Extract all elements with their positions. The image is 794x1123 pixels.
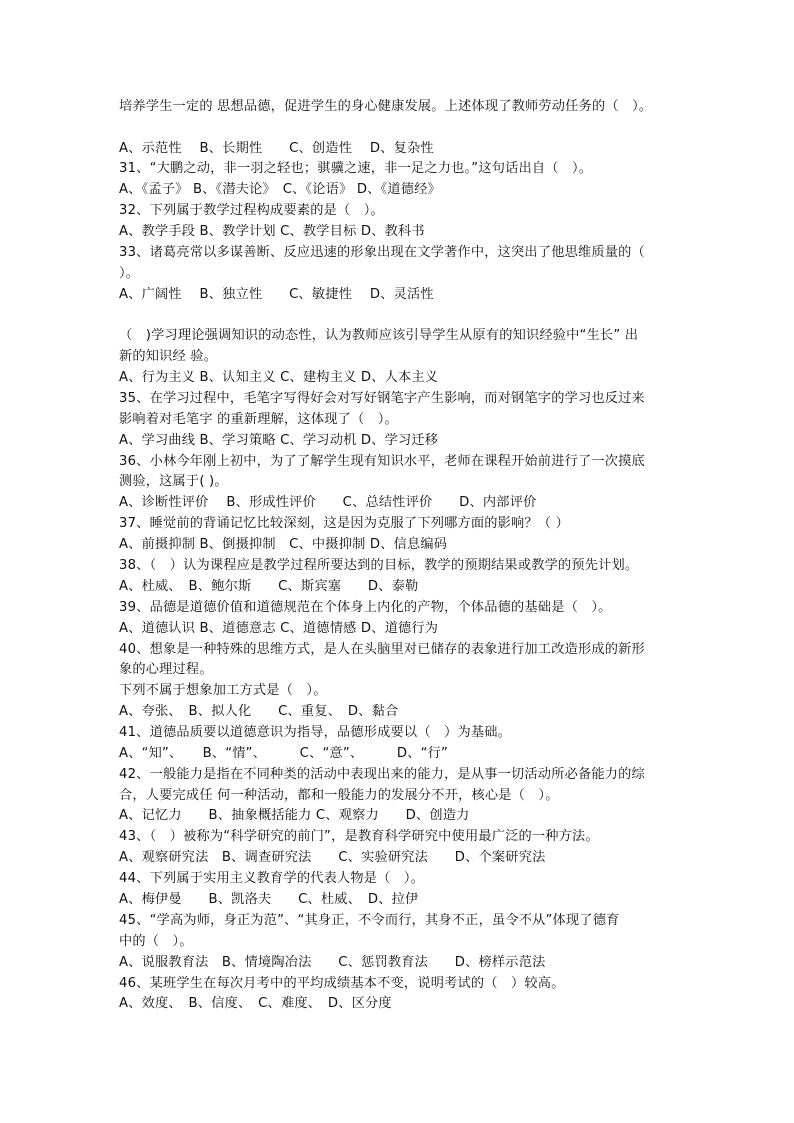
text-line: A、杜威、 B、鲍尔斯 C、斯宾塞 D、泰勒 (119, 579, 419, 594)
text-line: 35、在学习过程中，毛笔字写得好会对写好钢笔字产生影响，而对钢笔字的学习也反过来 (119, 391, 645, 406)
text-line: A、道德认识 B、道德意志 C、道德情感 D、道德行为 (119, 621, 439, 636)
text-line: A、《孟子》 B、《潜夫论》 C、《论语》 D、《道德经》 (119, 182, 441, 197)
text-line: 影响着对毛笔字 的重新理解，这体现了（ ）。 (119, 412, 398, 427)
text-line: 合，人要完成任 何一种活动，都和一般能力的发展分不开，核心是（ ）。 (119, 788, 559, 803)
text-line: A、夸张、 B、拟人化 C、重复、 D、黏合 (119, 704, 399, 719)
text-line: 45、“学高为师，身正为范”、“其身正，不令而行，其身不正，虽令不从”体现了德育 (119, 913, 620, 928)
text-line: 31、“大鹏之动，非一羽之轻也；骐骥之速，非一足之力也。”这句话出自（ ）。 (119, 161, 593, 176)
text-line: 38、（ ）认为课程应是教学过程所要达到的目标，教学的预期结果或教学的预先计划。 (119, 558, 639, 573)
text-line: 42、一般能力是指在不同种类的活动中表现出来的能力，是从事一切活动所必备能力的综 (119, 767, 645, 782)
text-line: 培养学生一定的 思想品德，促进学生的身心健康发展。上述体现了教师劳动任务的（ ）。 (119, 99, 653, 114)
text-line: 46、某班学生在每次月考中的平均成绩基本不变，说明考试的（ ）较高。 (119, 976, 565, 991)
text-line: A、广阔性 B、独立性 C、敏捷性 D、灵活性 (119, 287, 434, 302)
text-line: A、梅伊曼 B、凯洛夫 C、杜威、 D、拉伊 (119, 892, 419, 907)
text-line: ）。 (119, 266, 140, 281)
text-line: 新的知识经 验。 (119, 349, 218, 364)
text-line: A、前摄抑制 B、倒摄抑制 C、中摄抑制 D、信息编码 (119, 537, 448, 552)
text-line: 36、小林今年刚上初中，为了了解学生现有知识水平，老师在课程开始前进行了一次摸底 (119, 454, 645, 469)
text-line: 43、（ ）被称为“科学研究的前门”，是教育科学研究中使用最广泛的一种方法。 (119, 829, 599, 844)
text-line: A、“知”、 B、“情”、 C、“意”、 D、“行” (119, 746, 449, 761)
text-line: A、诊断性评价 B、形成性评价 C、总结性评价 D、内部评价 (119, 495, 537, 510)
text-line: A、教学手段 B、教学计划 C、教学目标 D、教科书 (119, 224, 425, 239)
text-line: A、观察研究法 B、调查研究法 C、实验研究法 D、个案研究法 (119, 850, 546, 865)
text-line: A、学习曲线 B、学习策略 C、学习动机 D、学习迁移 (119, 433, 439, 448)
text-line: 中的（ ）。 (119, 934, 193, 949)
text-line: 39、品德是道德价值和道德规范在个体身上内化的产物，个体品德的基础是（ ）。 (119, 600, 612, 615)
text-line: A、说服教育法 B、情境陶冶法 C、惩罚教育法 D、榜样示范法 (119, 955, 546, 970)
text-line: 44、下列属于实用主义教育学的代表人物是（ ）。 (119, 871, 425, 886)
text-line: （ )学习理论强调知识的动态性，认为教师应该引导学生从原有的知识经验中“生长” 出 (119, 328, 639, 343)
text-line: 32、下列属于教学过程构成要素的是（ ）。 (119, 203, 384, 218)
text-line: A、示范性 B、长期性 C、创造性 D、复杂性 (119, 141, 434, 156)
text-line: 测验，这属于( )。 (119, 474, 228, 489)
text-line: A、记忆力 B、抽象概括能力 C、观察力 D、创造力 (119, 808, 470, 823)
text-line: 33、诸葛亮常以多谋善断、反应迅速的形象出现在文学著作中，这突出了他思维质量的（ (119, 245, 645, 260)
text-line: 象的心理过程。 (119, 662, 213, 677)
text-line: 40、想象是一种特殊的思维方式，是人在头脑里对已储存的表象进行加工改造形成的新形 (119, 642, 645, 657)
text-line: A、效度、 B、信度、 C、难度、 D、区分度 (119, 996, 392, 1011)
text-line: 37、睡觉前的背诵记忆比较深刻，这是因为克服了下列哪方面的影响？（ ） (119, 516, 569, 531)
text-line: 下列不属于想象加工方式是（ ）。 (119, 683, 327, 698)
text-line: A、行为主义 B、认知主义 C、建构主义 D、人本主义 (119, 370, 439, 385)
text-line: 41、道德品质要以道德意识为指导，品德形成要以（ ）为基础。 (119, 725, 512, 740)
